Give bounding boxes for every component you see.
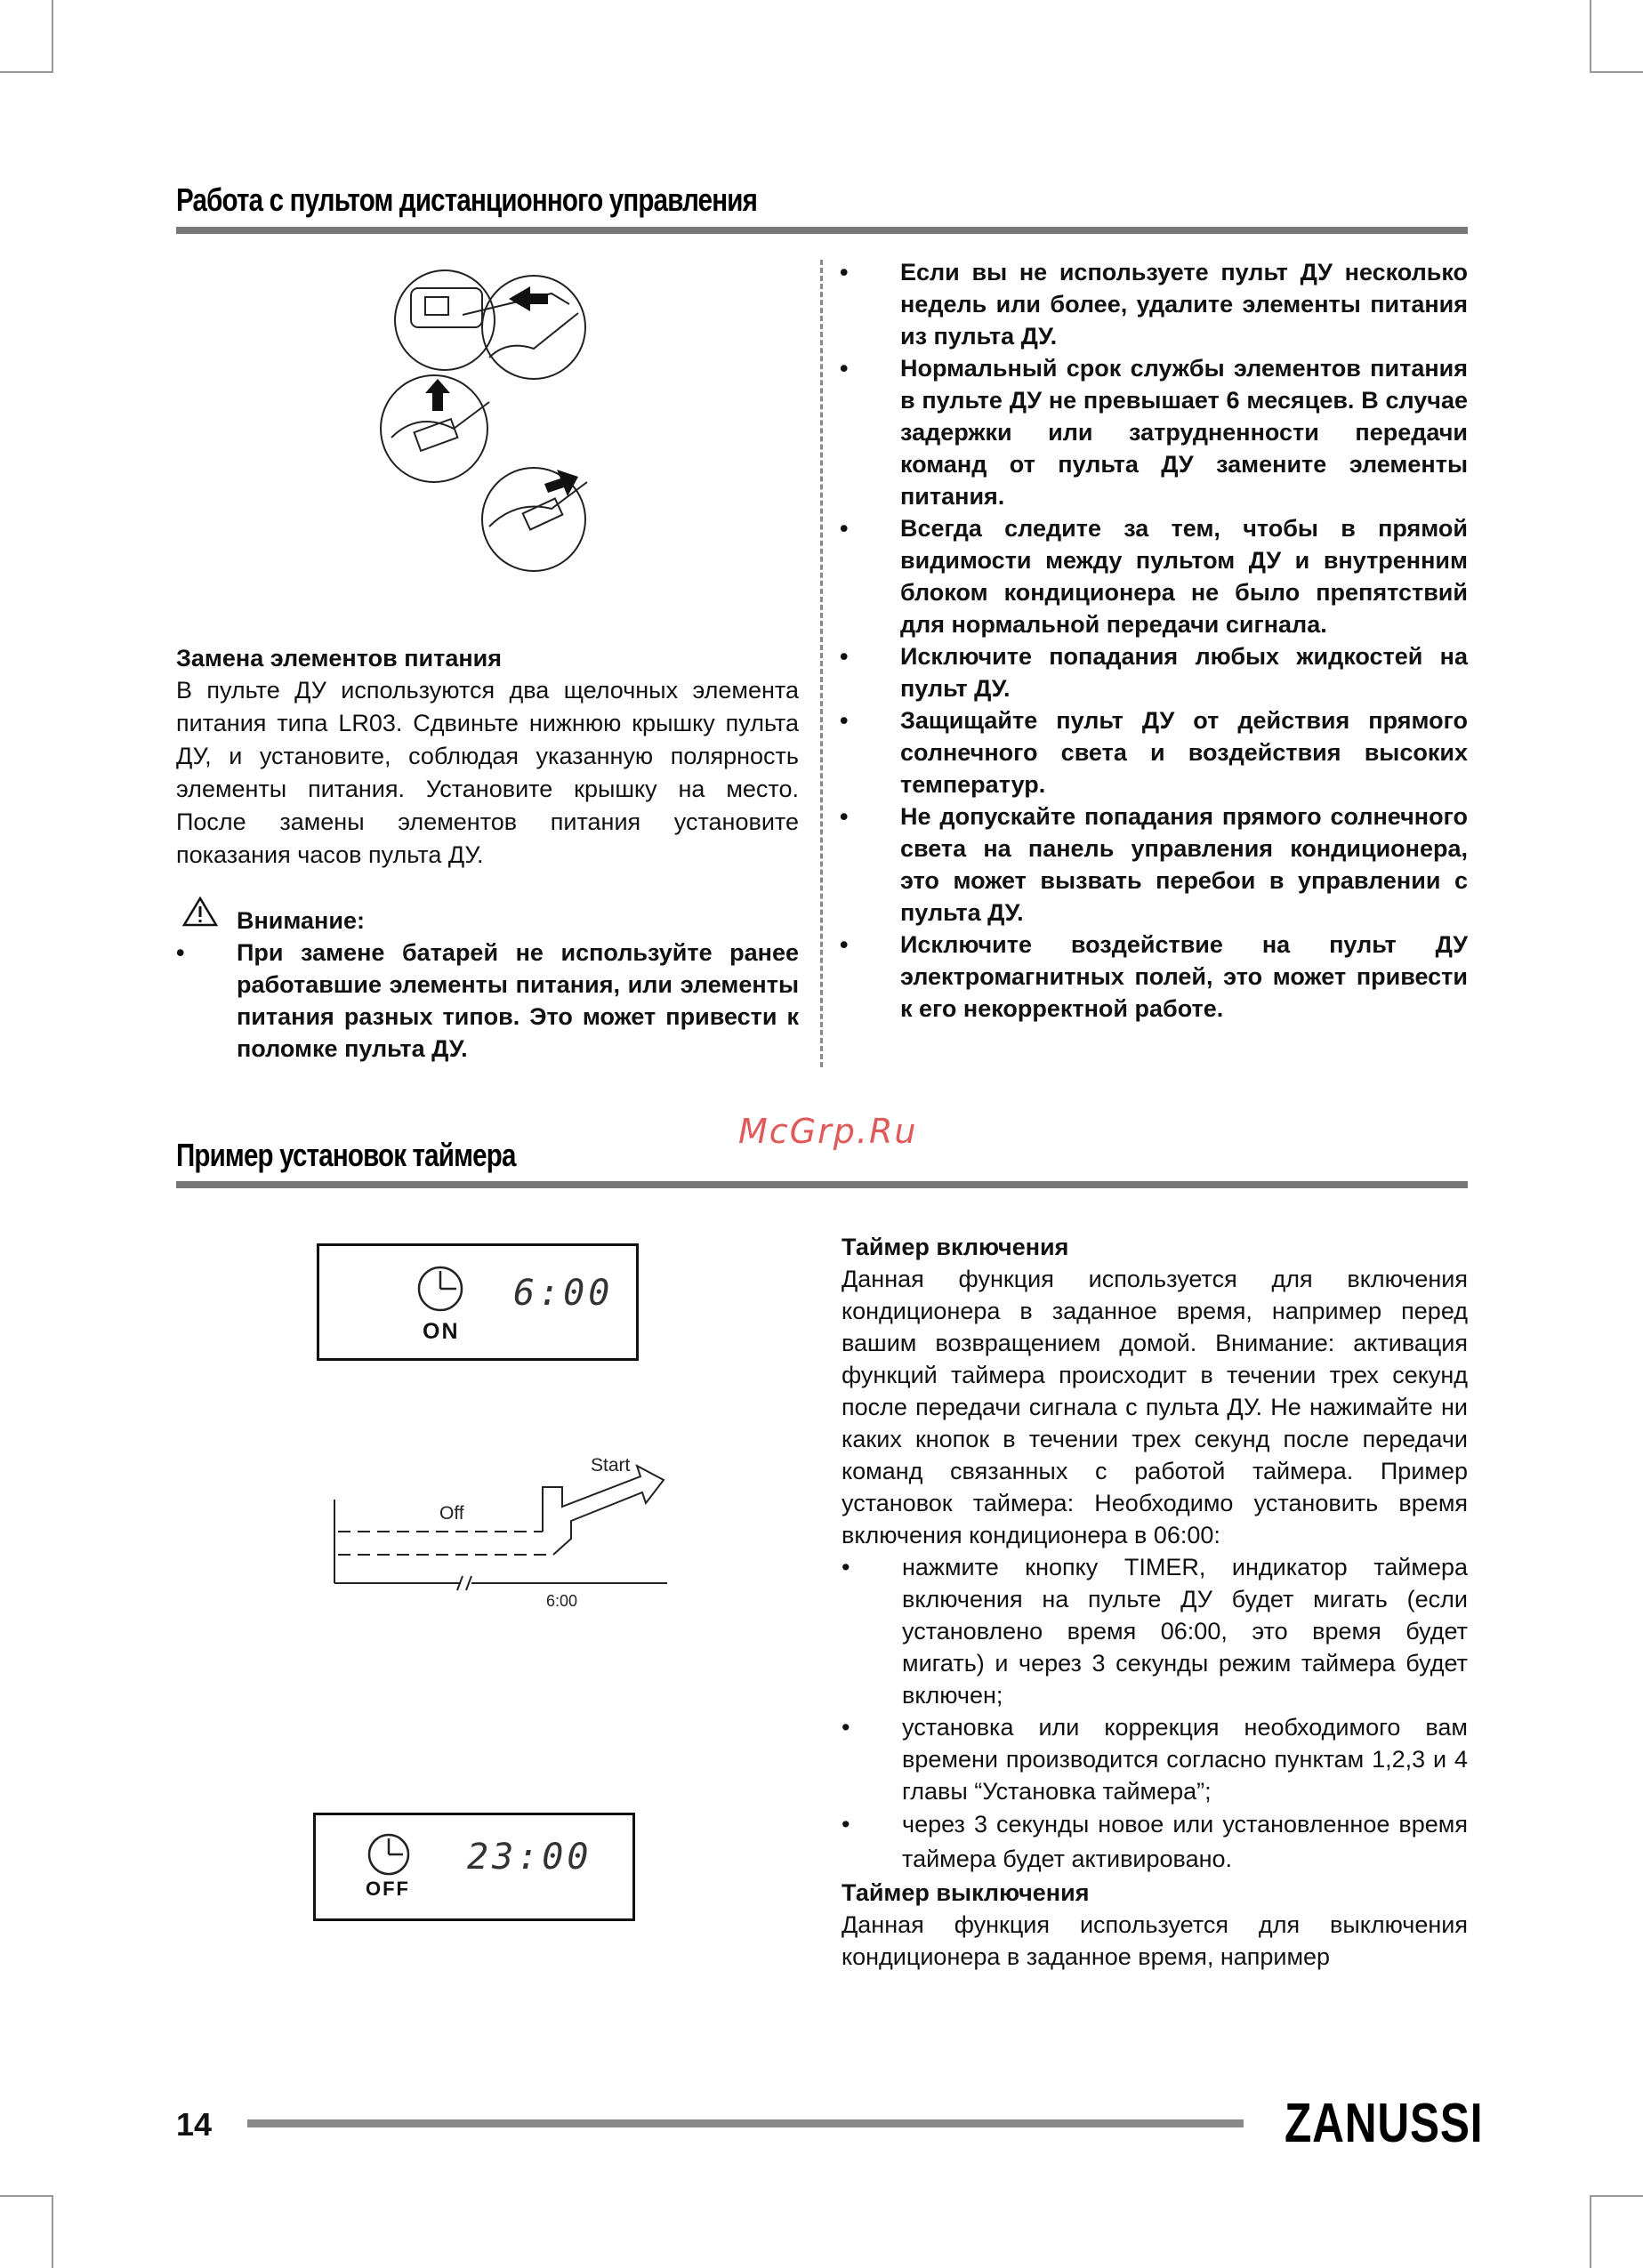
- list-item: • Если вы не используете пульт ДУ несколько недель или более, удалите элементы питания из пульта ДУ.: [840, 256, 1468, 352]
- section-title-timer: Пример установок таймера: [176, 1137, 516, 1173]
- list-item: • через 3 секунды новое или установленное время таймера будет активировано.: [842, 1807, 1468, 1877]
- chart-time-label: 6:00: [546, 1592, 578, 1610]
- section-rule: [176, 227, 1468, 234]
- warning-heading: Внимание:: [237, 907, 365, 934]
- clock-icon: [415, 1264, 465, 1314]
- timer-on-heading: Таймер включения: [842, 1234, 1069, 1260]
- warning-list: [176, 937, 799, 1065]
- timer-section-text: [842, 1231, 1468, 1973]
- list-item: • При замене батарей не используйте ранее работавшие элементы питания, или элементы питания разных типов. Это может привести к поломке пульта ДУ.: [176, 937, 799, 1065]
- list-item: • Исключите попадания любых жидкостей на пульт ДУ.: [840, 640, 1468, 704]
- crop-mark: [0, 2195, 52, 2197]
- timer-off-heading: Таймер выключения: [842, 1879, 1090, 1906]
- chart-off-label: Off: [439, 1503, 464, 1524]
- column-divider: [820, 260, 823, 1067]
- section-title-remote: Работа с пультом дистанционного управления: [176, 181, 758, 218]
- timer-off-time: 23:00: [467, 1837, 592, 1878]
- care-tips: [840, 256, 1468, 1025]
- timer-off-text: Данная функция используется для выключения кондиционера в заданное время, например: [842, 1911, 1468, 1970]
- chart-axis-break: [466, 1576, 471, 1590]
- battery-replacement-illustration: [374, 260, 640, 615]
- chart-start-label: Start: [591, 1455, 631, 1476]
- watermark: McGrp.Ru: [738, 1112, 918, 1151]
- list-item: • Нормальный срок службы элементов питания в пульте ДУ не превышает 6 месяцев. В случае задержки или затрудненности передачи команд от пульта ДУ замените элементы питания.: [840, 352, 1468, 512]
- list-item: • Защищайте пульт ДУ от действия прямого солнечного света и воздействия высоких температур.: [840, 704, 1468, 800]
- battery-heading: Замена элементов питания: [176, 645, 503, 672]
- brand-logo: ZANUSSI: [1285, 2093, 1484, 2154]
- timer-on-list: [842, 1551, 1468, 1877]
- battery-text: В пульте ДУ используются два щелочных элемента питания типа LR03. Сдвиньте нижнюю крышку пульта ДУ, и установите, соблюдая указанную полярность элементы питания. Установите крышку на место. После замены элементов питания установите показания часов пульта ДУ.: [176, 677, 799, 868]
- crop-mark: [1590, 2195, 1591, 2268]
- crop-mark: [52, 0, 53, 73]
- crop-mark: [1591, 2195, 1643, 2197]
- page-number: 14: [176, 2106, 213, 2143]
- timer-on-display: [317, 1243, 639, 1361]
- clock-icon: [366, 1831, 412, 1878]
- section-rule: [176, 1181, 1468, 1188]
- crop-mark: [1590, 0, 1591, 73]
- crop-mark: [52, 2195, 53, 2268]
- timer-chart: [329, 1450, 676, 1628]
- battery-section: [176, 642, 799, 872]
- footer-rule: [247, 2119, 1244, 2127]
- list-item: • Всегда следите за тем, чтобы в прямой видимости между пультом ДУ и внутренним блоком кондиционера не было препятствий для нормальной передачи сигнала.: [840, 512, 1468, 640]
- chart-start-arrow: [543, 1466, 664, 1555]
- timer-on-label: ON: [423, 1319, 460, 1344]
- care-tips-list: [840, 256, 1468, 1025]
- list-item: • нажмите кнопку TIMER, индикатор таймера включения на пульте ДУ будет мигать (если установлено время 06:00, это время будет мигать) и через 3 секунды режим таймера будет включен;: [842, 1551, 1468, 1711]
- crop-mark: [1591, 71, 1643, 73]
- list-item: • установка или коррекция необходимого вам времени производится согласно пунктам 1,2,3 и 4 главы “Установка таймера”;: [842, 1711, 1468, 1807]
- timer-on-time: 6:00: [513, 1273, 614, 1314]
- warning-block: [176, 905, 799, 1065]
- crop-mark: [0, 71, 52, 73]
- timer-off-label: OFF: [366, 1878, 410, 1900]
- list-item: • Исключите воздействие на пульт ДУ электромагнитных полей, это может привести к его некорректной работе.: [840, 929, 1468, 1025]
- timer-off-display: [313, 1813, 635, 1921]
- timer-on-text: Данная функция используется для включения кондиционера в заданное время, например перед вашим возвращением домой. Внимание: активация функций таймера происходит в течении трех секунд после передачи сигнала с пульта ДУ. Не нажимайте ни каких кнопок в течении трех секунд после передачи команд связанных с работой таймера. Пример установок таймера: Необходимо установить время включения кондиционера в 06:00:: [842, 1266, 1468, 1548]
- list-item: • Не допускайте попадания прямого солнечного света на панель управления кондиционера, это может вызвать перебои в управлении с пульта ДУ.: [840, 800, 1468, 929]
